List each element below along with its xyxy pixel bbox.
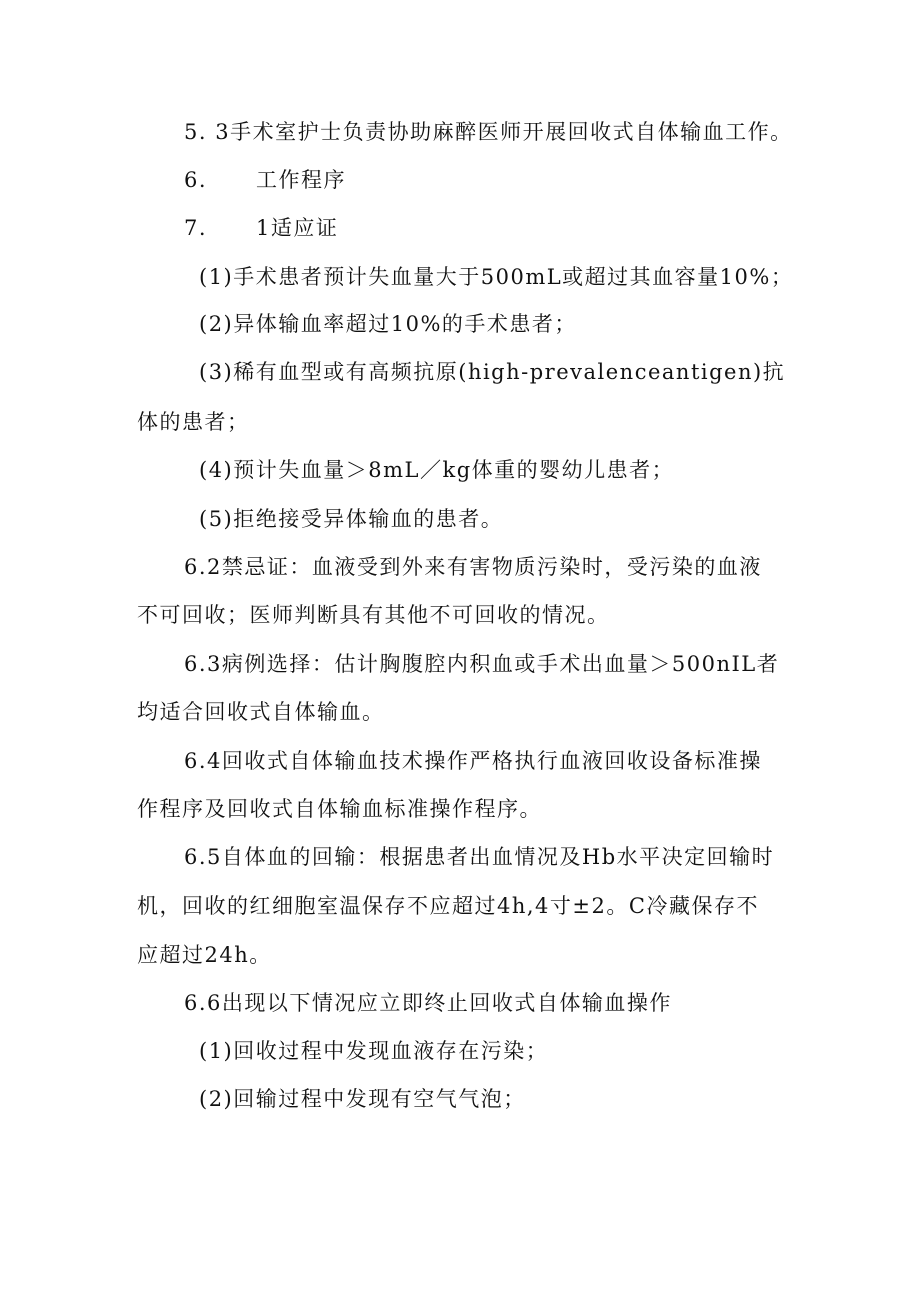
heading-number: 7. [184,216,208,240]
list-item-indication-2: (2)异体输血率超过10%的手术患者； [199,312,577,336]
paragraph-5-3: 5. 3手术室护士负责协助麻醉医师开展回收式自体输血工作。 [184,120,793,144]
heading-text: 1适应证 [256,216,339,240]
list-item-indication-5: (5)拒绝接受异体输血的患者。 [199,507,504,531]
paragraph-contraindications: 6.2禁忌证：血液受到外来有害物质污染时，受污染的血液 [184,555,762,579]
paragraph-case-selection-continued: 均适合回收式自体输血。 [137,700,385,724]
paragraph-operation-standard-continued: 作程序及回收式自体输血标准操作程序。 [137,797,542,821]
heading-number: 6. [184,168,208,192]
list-item-indication-3: (3)稀有血型或有高频抗原(high-prevalenceantigen)抗 [199,360,786,384]
paragraph-termination: 6.6出现以下情况应立即终止回收式自体输血操作 [184,991,672,1015]
paragraph-operation-standard: 6.4回收式自体输血技术操作严格执行血液回收设备标准操 [184,749,762,773]
paragraph-reinfusion: 6.5自体血的回输：根据患者出血情况及Hb水平决定回输时 [184,845,775,869]
heading-work-procedure [184,167,346,193]
list-item-indication-1: (1)手术患者预计失血量大于500mL或超过其血容量10%； [199,265,794,289]
list-item-termination-2: (2)回输过程中发现有空气气泡； [199,1087,526,1111]
paragraph-reinfusion-end: 应超过24h。 [137,943,272,967]
paragraph-contraindications-continued: 不可回收；医师判断具有其他不可回收的情况。 [137,603,610,627]
heading-text: 工作程序 [256,168,346,192]
list-item-indication-4: (4)预计失血量＞8mL／kg体重的婴幼儿患者； [199,458,675,482]
list-item-termination-1: (1)回收过程中发现血液存在污染； [199,1039,549,1063]
heading-indications [184,215,338,241]
paragraph-case-selection: 6.3病例选择：估计胸腹腔内积血或手术出血量＞500nIL者 [184,652,780,676]
list-item-indication-3-continued: 体的患者； [137,410,250,434]
paragraph-reinfusion-continued: 机，回收的红细胞室温保存不应超过4h,4寸±2。C冷藏保存不 [137,894,759,918]
